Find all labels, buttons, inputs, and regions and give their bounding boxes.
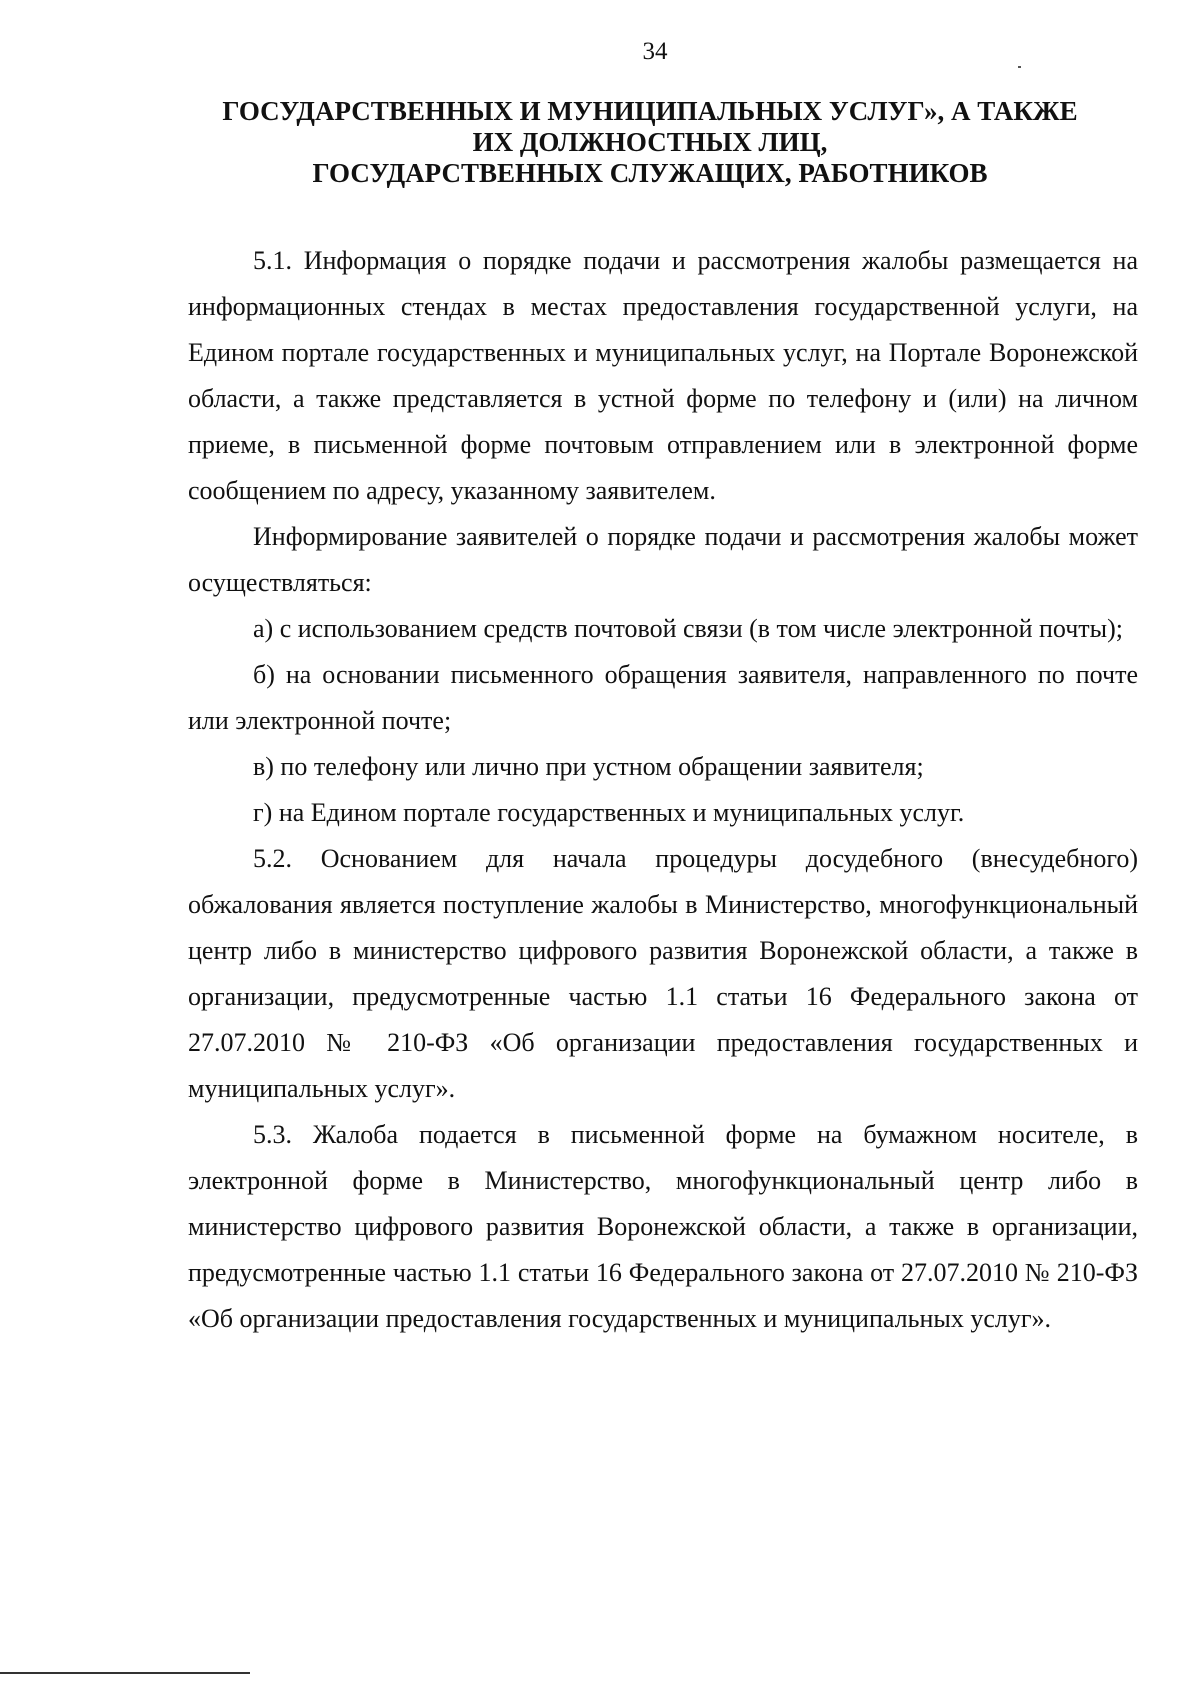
list-item-g: г) на Едином портале государственных и муниципальных услуг.	[253, 798, 965, 827]
list-item-v: в) по телефону или лично при устном обращении заявителя;	[253, 752, 924, 781]
list-item-a: а) с использованием средств почтовой связи (в том числе электронной почты);	[253, 614, 1124, 643]
scan-artifact	[1018, 66, 1021, 68]
paragraph-5-2: 5.2. Основанием для начала процедуры досудебного (внесудебного) обжалования является поступление жалобы в Министерство, многофункциональный центр либо в министерство цифрового развития Воронежской области, а также в организации, предусмотренные частью 1.1 статьи 16 Федерального закона от 27.07.2010 № 210-ФЗ «Об организации предоставления государственных и муниципальных услуг».	[188, 844, 1138, 1103]
paragraph-5-1: 5.1. Информация о порядке подачи и рассмотрения жалобы размещается на информационных стендах в местах предоставления государственной услуги, на Едином портале государственных и муниципальных услуг, на Портале Воронежской области, а также представляется в устной форме по телефону и (или) на личном приеме, в письменной форме почтовым отправлением или в электронной форме сообщением по адресу, указанному заявителем.	[188, 246, 1138, 505]
document-body	[188, 238, 1138, 1342]
paragraph-informing: Информирование заявителей о порядке подачи и рассмотрения жалобы может осуществляться:	[188, 522, 1138, 597]
scan-edge-line	[0, 1672, 250, 1674]
heading-line-2: ИХ ДОЛЖНОСТНЫХ ЛИЦ,	[472, 127, 828, 157]
paragraph-5-3: 5.3. Жалоба подается в письменной форме на бумажном носителе, в электронной форме в Министерство, многофункциональный центр либо в министерство цифрового развития Воронежской области, а также в организации, предусмотренные частью 1.1 статьи 16 Федерального закона от 27.07.2010 № 210-ФЗ «Об организации предоставления государственных и муниципальных услуг».	[188, 1120, 1138, 1333]
heading-line-3: ГОСУДАРСТВЕННЫХ СЛУЖАЩИХ, РАБОТНИКОВ	[312, 158, 988, 188]
page-number: 34	[642, 38, 668, 65]
list-item-b: б) на основании письменного обращения заявителя, направленного по почте или электронной почте;	[188, 660, 1138, 735]
heading-line-1: ГОСУДАРСТВЕННЫХ И МУНИЦИПАЛЬНЫХ УСЛУГ», А ТАКЖЕ	[222, 96, 1078, 126]
section-heading	[175, 96, 1125, 189]
